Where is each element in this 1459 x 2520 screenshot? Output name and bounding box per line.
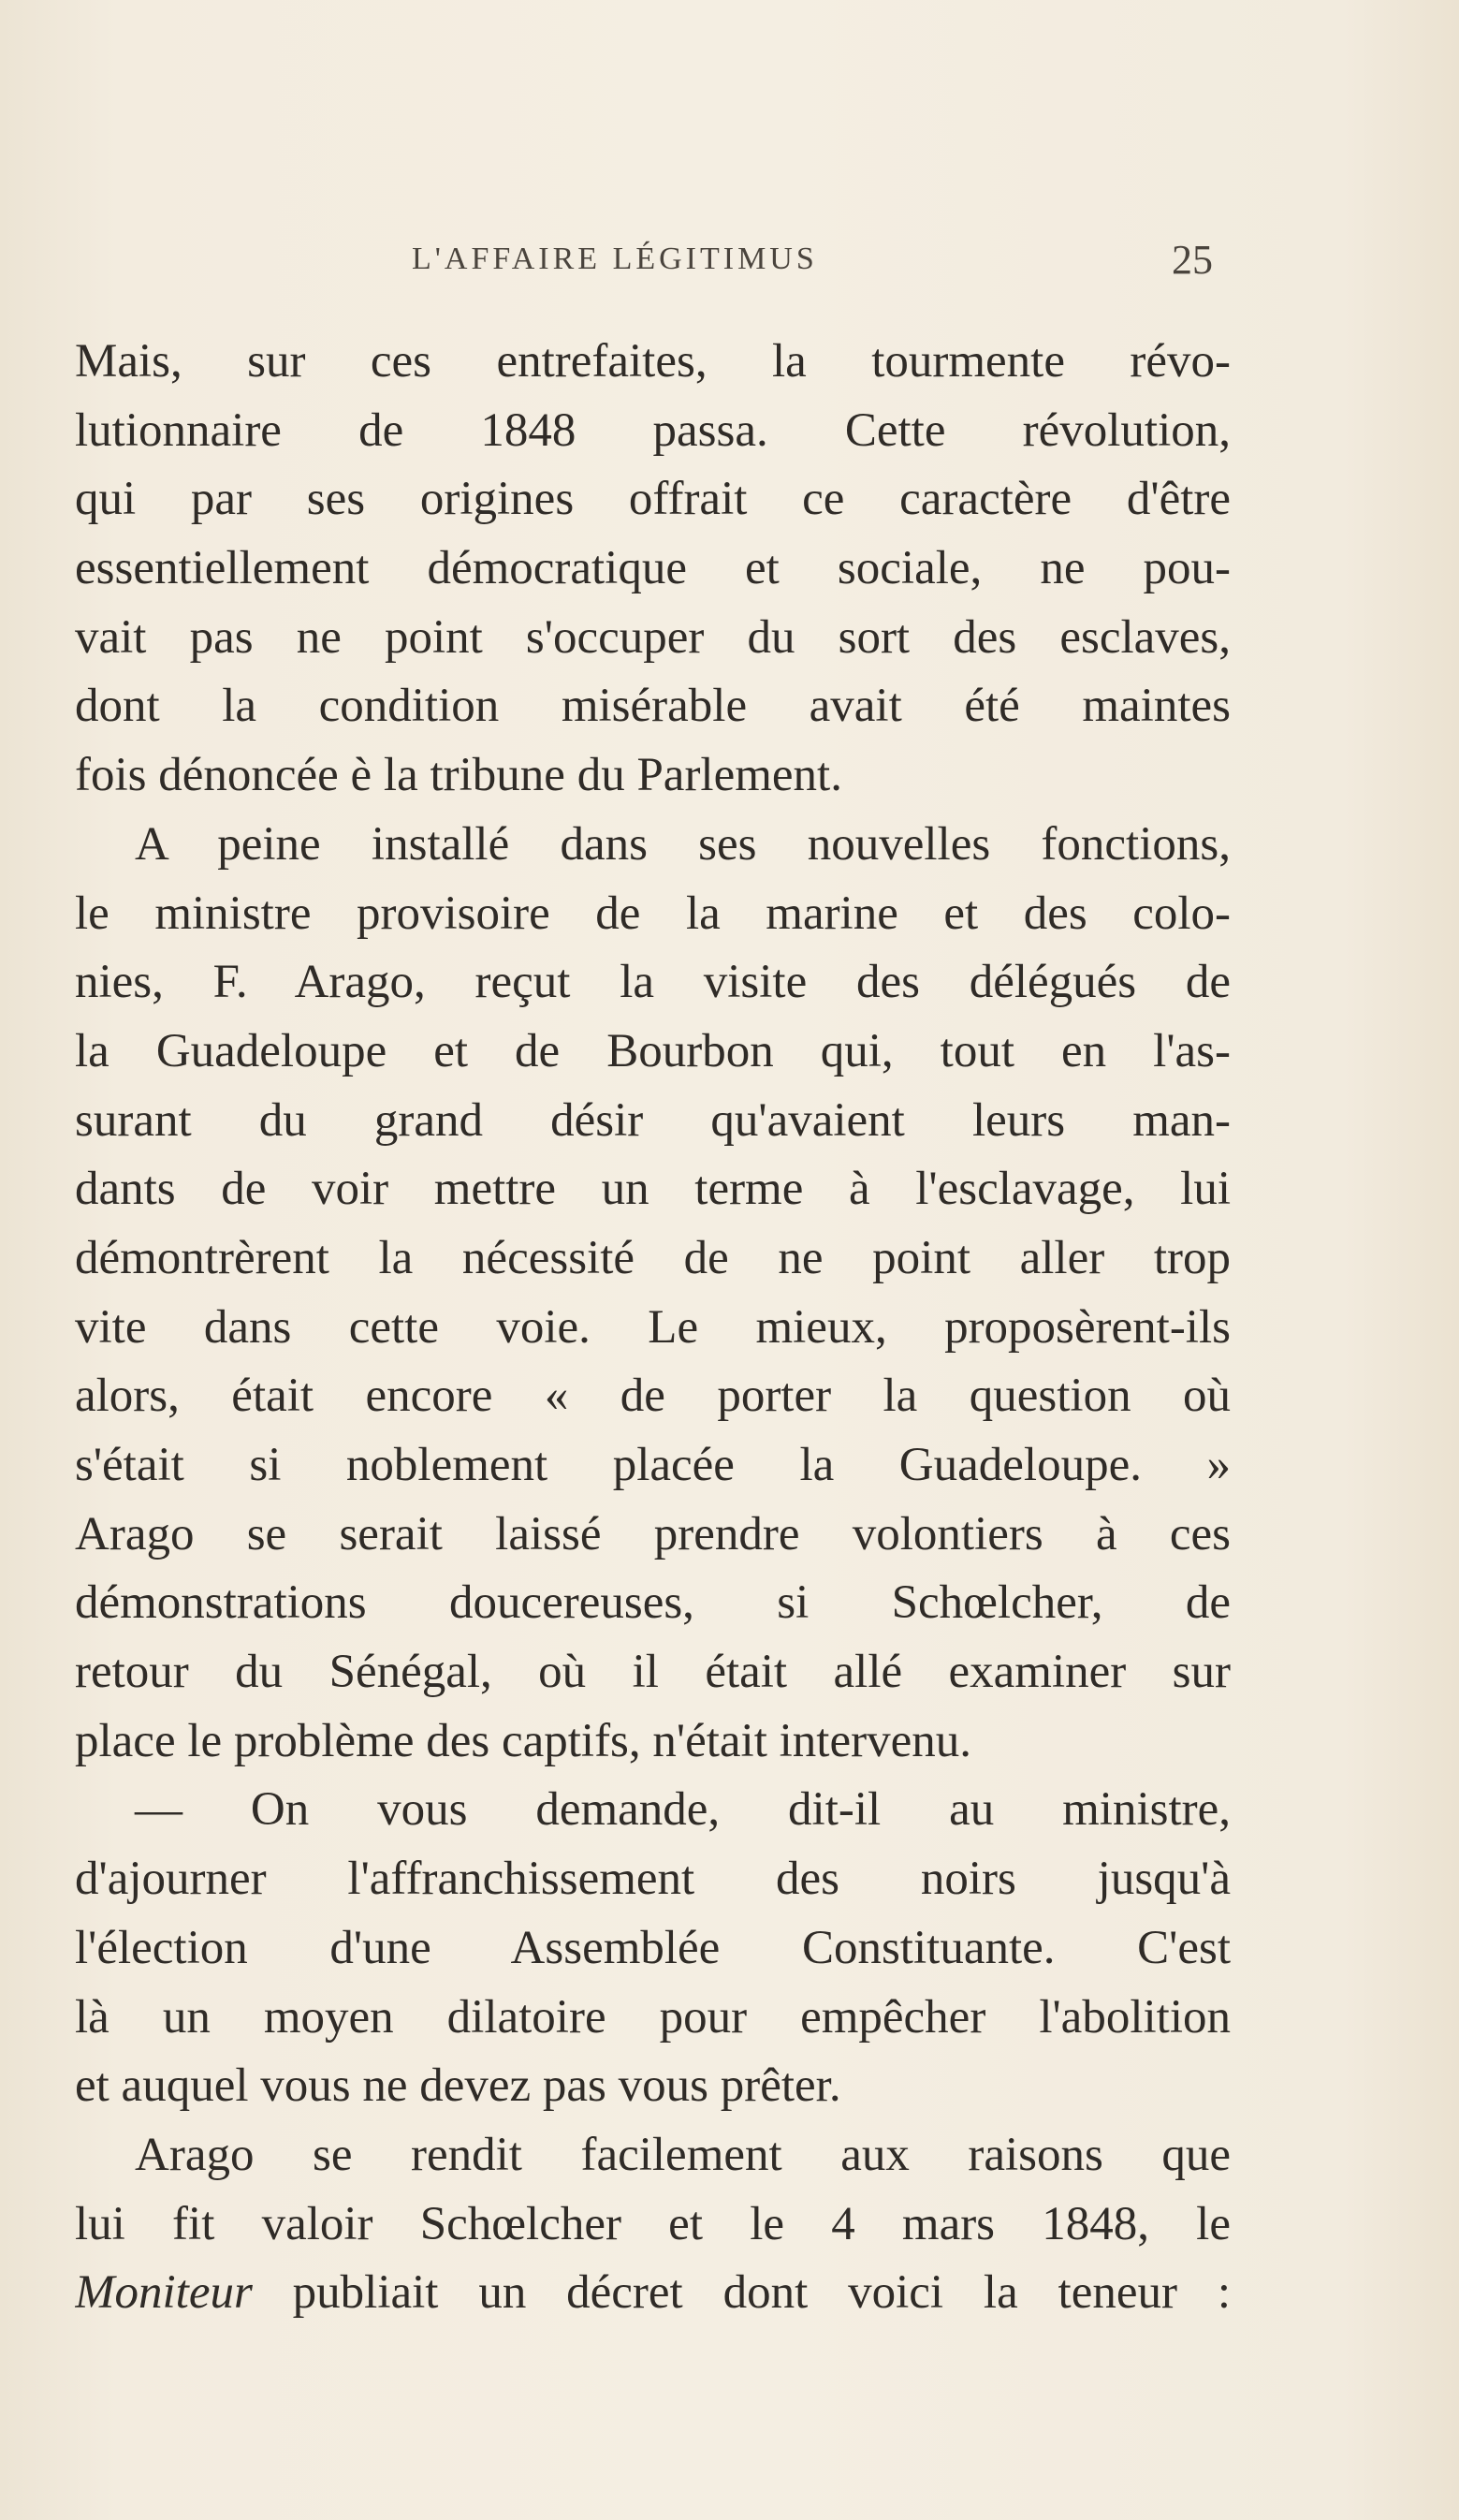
text-line: — On vous demande, dit-il au ministre, bbox=[135, 1783, 1231, 1837]
text-line: dants de voir mettre un terme à l'esclavage, lui bbox=[75, 1163, 1231, 1216]
text-line: vite dans cette voie. Le mieux, proposèrent-ils bbox=[75, 1300, 1231, 1354]
text-line-final bbox=[75, 2259, 1231, 2328]
text-line: Mais, sur ces entrefaites, la tourmente révo- bbox=[75, 335, 1231, 388]
text-line: et auquel vous ne devez pas vous prêter. bbox=[75, 2059, 841, 2113]
italic-journal-title: Moniteur bbox=[75, 2266, 253, 2320]
text-line: Arago se serait laissé prendre volontiers à ces bbox=[75, 1507, 1231, 1560]
text-line: alors, était encore « de porter la question où bbox=[75, 1370, 1231, 1423]
text-line: lui fit valoir Schœlcher et le 4 mars 1848, le bbox=[75, 2197, 1231, 2250]
text-line: dont la condition misérable avait été maintes bbox=[75, 680, 1231, 733]
running-title: L'AFFAIRE LÉGITIMUS bbox=[412, 242, 818, 276]
text-line: vait pas ne point s'occuper du sort des esclaves, bbox=[75, 610, 1231, 664]
text-line: A peine installé dans ses nouvelles fonctions, bbox=[135, 817, 1231, 871]
text-line: là un moyen dilatoire pour empêcher l'abolition bbox=[75, 1990, 1231, 2044]
final-line-rest: publiait un décret dont voici la teneur : bbox=[252, 2266, 1231, 2320]
body-text bbox=[75, 328, 1231, 2328]
text-line: l'élection d'une Assemblée Constituante. C'est bbox=[75, 1921, 1231, 1974]
text-line: qui par ses origines offrait ce caractère d'être bbox=[75, 473, 1231, 526]
text-line: surant du grand désir qu'avaient leurs man- bbox=[75, 1093, 1231, 1147]
text-line: démontrèrent la nécessité de ne point aller trop bbox=[75, 1231, 1231, 1284]
text-line: essentiellement démocratique et sociale, ne pou- bbox=[75, 542, 1231, 595]
text-line: place le problème des captifs, n'était intervenu. bbox=[75, 1714, 971, 1767]
text-line: fois dénoncée è la tribune du Parlement. bbox=[75, 749, 842, 802]
text-line: retour du Sénégal, où il était allé examiner sur bbox=[75, 1646, 1231, 1699]
text-line: lutionnaire de 1848 passa. Cette révolution, bbox=[75, 403, 1231, 457]
text-line: d'ajourner l'affranchissement des noirs jusqu'à bbox=[75, 1853, 1231, 1906]
text-line: Arago se rendit facilement aux raisons que bbox=[135, 2128, 1231, 2181]
text-line: démonstrations doucereuses, si Schœlcher, de bbox=[75, 1576, 1231, 1630]
text-line: s'était si noblement placée la Guadeloupe. » bbox=[75, 1439, 1231, 1491]
page-number: 25 bbox=[1172, 237, 1213, 283]
text-line: nies, F. Arago, reçut la visite des délégués de bbox=[75, 956, 1231, 1009]
text-line: le ministre provisoire de la marine et des colo- bbox=[75, 886, 1231, 940]
text-line: la Guadeloupe et de Bourbon qui, tout en l'as- bbox=[75, 1024, 1231, 1077]
